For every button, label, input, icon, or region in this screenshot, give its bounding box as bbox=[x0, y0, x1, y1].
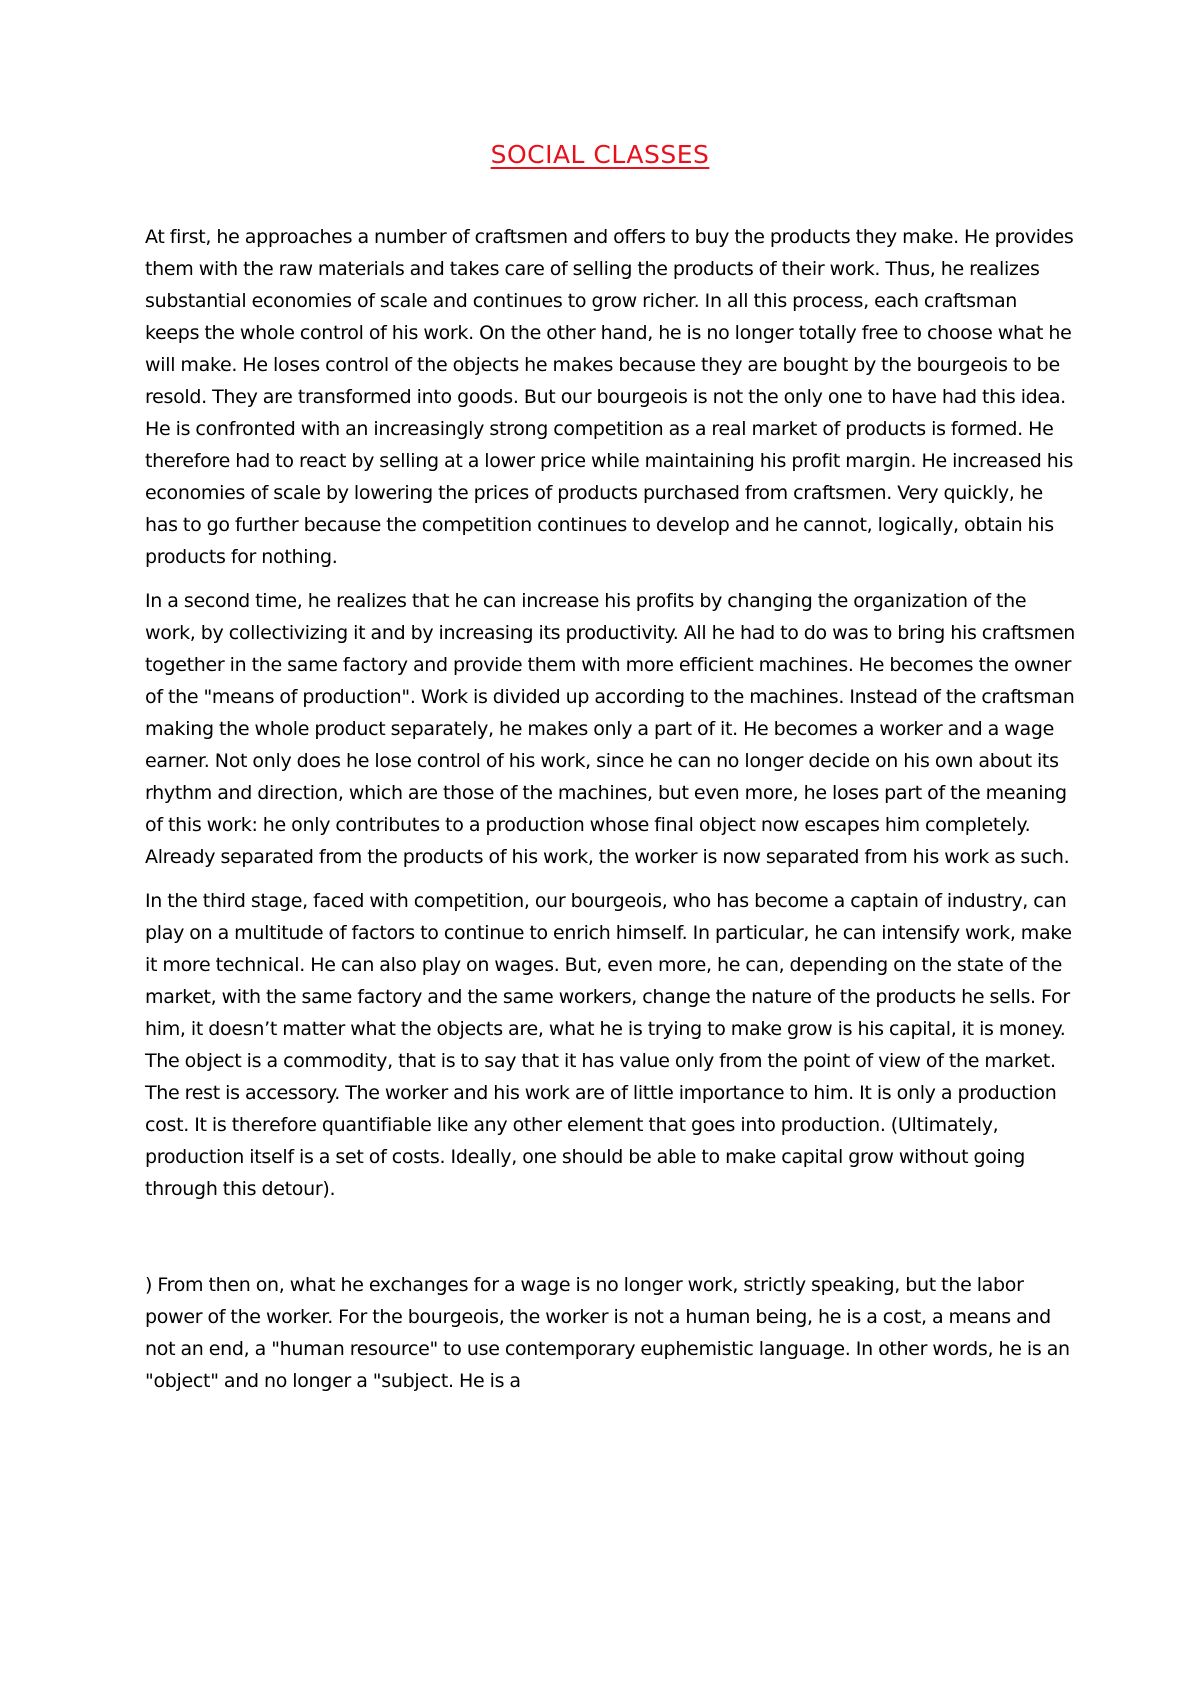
paragraph-second-stage: In a second time, he realizes that he can increase his profits by changing the organization of the work, by collectivizing it and by increasing its productivity. All he had to do was to bring his craftsmen together in the same factory and provide them with more efficient machines. He becomes the owner of the "means of production". Work is divided up according to the machines. Instead of the craftsman making the whole product separately, he makes only a part of it. He becomes a worker and a wage earner. Not only does he lose control of his work, since he can no longer decide on his own about its rhythm and direction, which are those of the machines, but even more, he loses part of the meaning of this work: he only contributes to a production whose final object now escapes him completely. Already separated from the products of his work, the worker is now separated from his work as such. bbox=[145, 590, 1075, 868]
document-body bbox=[145, 221, 1075, 1409]
page-title: SOCIAL CLASSES bbox=[490, 140, 710, 169]
paragraph-third-stage: In the third stage, faced with competition, our bourgeois, who has become a captain of industry, can play on a multitude of factors to continue to enrich himself. In particular, he can intensify work, make it more technical. He can also play on wages. But, even more, he can, depending on the state of the market, with the same factory and the same workers, change the nature of the products he sells. For him, it doesn’t matter what the objects are, what he is trying to make grow is his capital, it is money. The object is a commodity, that is to say that it has value only from the point of view of the market. The rest is accessory. The worker and his work are of little importance to him. It is only a production cost. It is therefore quantifiable like any other element that goes into production. (Ultimately, production itself is a set of costs. Ideally, one should be able to make capital grow without going through this detour). bbox=[145, 890, 1072, 1200]
blank-line bbox=[145, 1217, 1075, 1269]
paragraph-first-stage: At first, he approaches a number of craftsmen and offers to buy the products they make. He provides them with the raw materials and takes care of selling the products of their work. Thus, he realizes substantial economies of scale and continues to grow richer. In all this process, each craftsman keeps the whole control of his work. On the other hand, he is no longer totally free to choose what he will make. He loses control of the objects he makes because they are bought by the bourgeois to be resold. They are transformed into goods. But our bourgeois is not the only one to have had this idea. He is confronted with an increasingly strong competition as a real market of products is formed. He therefore had to react by selling at a lower price while maintaining his profit margin. He increased his economies of scale by lowering the prices of products purchased from craftsmen. Very quickly, he has to go further because the competition continues to develop and he cannot, logically, obtain his products for nothing. bbox=[145, 226, 1074, 568]
paragraph-labor-power: ) From then on, what he exchanges for a wage is no longer work, strictly speaking, but the labor power of the worker. For the bourgeois, the worker is not a human being, he is a cost, a means and not an end, a "human resource" to use contemporary euphemistic language. In other words, he is an "object" and no longer a "subject. He is a bbox=[145, 1274, 1070, 1392]
